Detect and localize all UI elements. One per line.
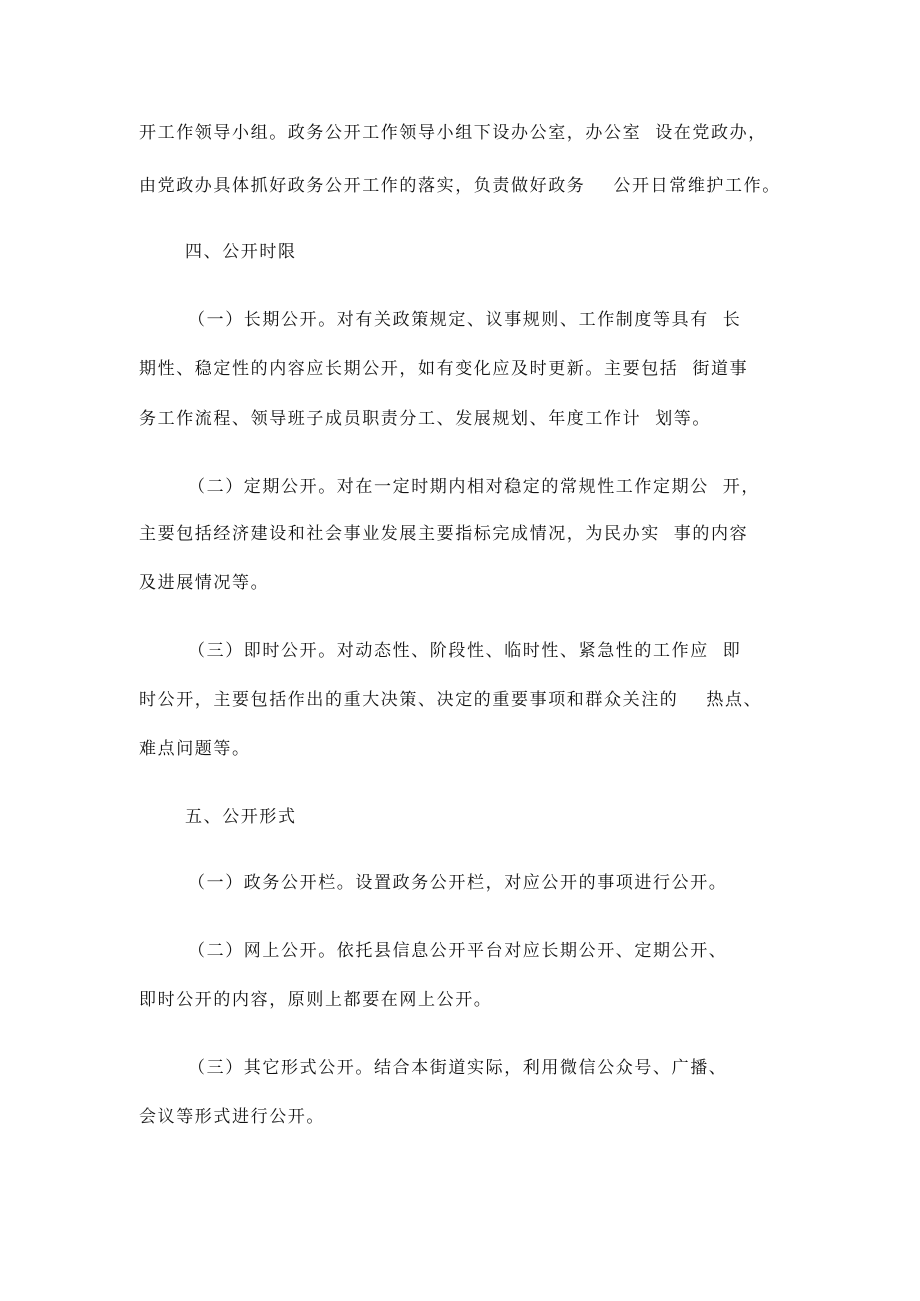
body-text-line: （一）长期公开。对有关政策规定、议事规则、工作制度等具有 长 — [188, 310, 742, 330]
body-text-line: 由党政办具体抓好政务公开工作的落实，负责做好政务 公开日常维护工作。 — [139, 176, 781, 196]
body-text-line: 会议等形式进行公开。 — [139, 1107, 325, 1127]
body-text-line: 开工作领导小组。政务公开工作领导小组下设办公室，办公室 设在党政办， — [139, 123, 767, 143]
body-text-line: （二）网上公开。依托县信息公开平台对应长期公开、定期公开、 — [188, 941, 728, 961]
body-text-line: 主要包括经济建设和社会事业发展主要指标完成情况，为民办实 事的内容 — [139, 524, 749, 544]
body-text-line: 难点问题等。 — [139, 739, 251, 759]
section-heading-5: 五、公开形式 — [185, 807, 297, 827]
section-heading-4: 四、公开时限 — [185, 242, 297, 262]
body-text-line: 时公开，主要包括作出的重大决策、决定的重要事项和群众关注的 热点、 — [139, 690, 763, 710]
body-text-line: 务工作流程、领导班子成员职责分工、发展规划、年度工作计 划等。 — [139, 409, 712, 429]
body-text-line: 即时公开的内容，原则上都要在网上公开。 — [139, 990, 493, 1010]
body-text-line: （一）政务公开栏。设置政务公开栏，对应公开的事项进行公开。 — [188, 873, 728, 893]
body-text-line: 及进展情况等。 — [139, 573, 270, 593]
body-text-line: （三）其它形式公开。结合本街道实际，利用微信公众号、广播、 — [188, 1058, 728, 1078]
body-text-line: （二）定期公开。对在一定时期内相对稳定的常规性工作定期公 开， — [188, 477, 761, 497]
body-text-line: 期性、稳定性的内容应长期公开，如有变化应及时更新。主要包括 街道事 — [139, 359, 749, 379]
body-text-line: （三）即时公开。对动态性、阶段性、临时性、紧急性的工作应 即 — [188, 641, 742, 661]
